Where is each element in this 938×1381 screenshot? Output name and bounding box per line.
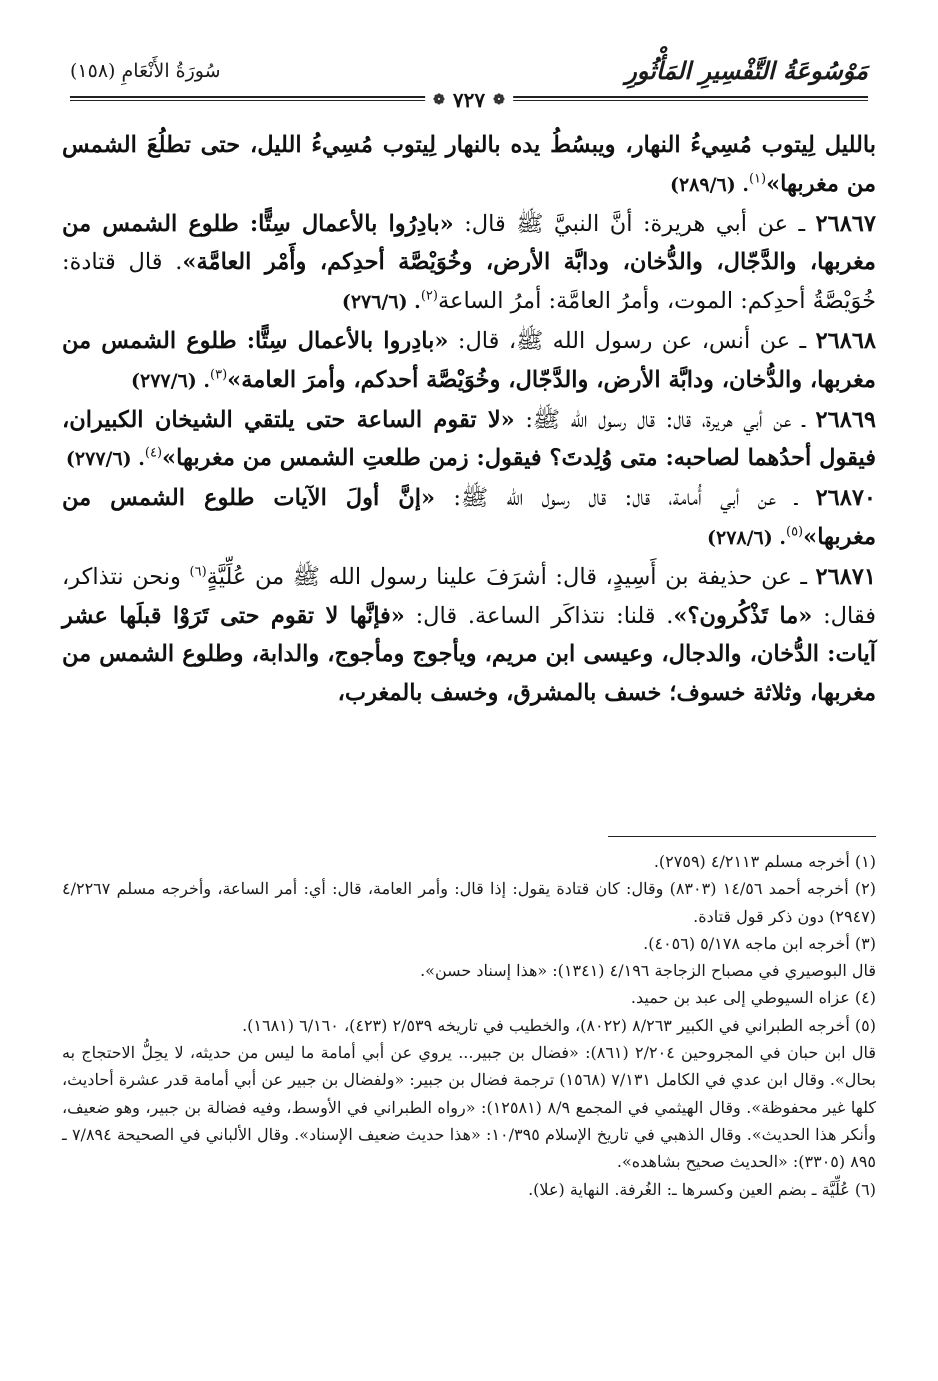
hadith-number: ٢٦٨٦٩ (815, 406, 876, 433)
volume-ref: . (٢٧٨/٦) (706, 526, 786, 549)
hadith-text: «لا تقوم الساعة حتى يلتقي الشيخان الكبيران، فيقول أحدُهما لصاحبه: متى وُلِدتَ؟ فيقول: زمن طلعتِ الشمس من مغربها» (62, 406, 876, 472)
volume-ref: . (٢٧٧/٦) (131, 369, 211, 392)
footnote-marker: (١) (748, 171, 767, 187)
volume-ref: . (٢٧٦/٦) (341, 291, 421, 314)
isnad: ـ عن حذيفة بن أَسِيدٍ، قال: أشرَفَ علينا رسول الله ﷺ من عُلِّيَّةٍ (206, 563, 816, 590)
page-number-box (425, 88, 513, 112)
footnote: (٥) أخرجه الطبراني في الكبير ٨/٢٦٣ (٨٠٢٢)، والخطيب في تاريخه ٢/٥٣٩ (٤٢٣)، ٦/١٦٠ (١٦٨١). (242, 1015, 876, 1035)
footnote: قال ابن حبان في المجروحين ٢/٢٠٤ (٨٦١): «فضال بن جبير... يروي عن أبي أمامة ما ليس من حديثه، لا يحِلُّ الاحتجاج به بحال». وقال ابن عدي في الكامل ٧/١٣١ (١٥٦٨) ترجمة فضال بن جبير: «ولفضال بن جبير عن أبي أمامة قدر عشرة أحاديث، كلها غير محفوظة». وقال الهيثمي في المجمع ٨/٩ (١٢٥٨١): «رواه الطبراني في الأوسط، وفيه فضالة بن جبير، وهو ضعيف، وأنكر هذا الحديث». وقال الذهبي في تاريخ الإسلام ١٠/٣٩٥: «هذا حديث ضعيف الإسناد». وقال الألباني في الصحيحة ٧/٨٩٤ ـ ٨٩٥ (٣٣٠٥): «الحديث صحيح بشاهده». (62, 1043, 877, 1172)
footnote: (٤) عزاه السيوطي إلى عبد بن حميد. (630, 988, 876, 1008)
hadith-number: ٢٦٨٧٠ (815, 485, 876, 512)
volume-ref: . (٢٨٩/٦) (669, 173, 749, 196)
hadith-text: «بادِروا بالأعمال سِتًّا: طلوع الشمس من مغربها، والدُّخان، ودابَّة الأرض، والدَّجّال، وخُوَيْصَّة أحدكم، وأمرَ العامة» (62, 327, 876, 393)
hadith-continuation (62, 126, 876, 205)
footnote-separator (608, 836, 876, 837)
hadith-26867 (62, 205, 876, 322)
isnad-continued: ونحن نتذاكر، فقال: (62, 563, 876, 629)
isnad: ـ عن أبي أُمامة، قال: قال رسول الله ﷺ: (435, 485, 816, 512)
footnotes (62, 848, 876, 1203)
main-text (62, 126, 876, 713)
footnote: (٢) أخرجه أحمد ١٤/٥٦ (٨٣٠٣) وقال: كان قتادة يقول: إذا قال: وأمر العامة، قال: أي: أمر الساعة، وأخرجه مسلم ٤/٢٢٦٧ (٢٩٤٧) دون ذكر قول قتادة. (62, 879, 876, 926)
hadith-number: ٢٦٨٧١ (815, 563, 876, 590)
hadith-text: «إنَّ أولَ الآيات طلوع الشمس من مغربها» (62, 485, 876, 550)
hadith-text: «فإنَّها لا تقوم حتى تَرَوْا قبلَها عشر آيات: الدُّخان، والدجال، وعيسى ابن مريم، ويأجوج ومأجوج، والدابة، وطلوع الشمس من مغربها، وثلاثة خسوف؛ خسف بالمشرق، وخسف بالمغرب، (62, 602, 876, 707)
isnad: ـ عن أبي هريرة، قال: قال رسول الله ﷺ: (514, 406, 816, 433)
footnote-marker: (٥) (785, 524, 804, 540)
isnad: ـ عن أبي هريرة: أنَّ النبيَّ ﷺ قال: (453, 210, 816, 237)
surah-reference (70, 60, 221, 82)
hadith-text: بالليل لِيتوب مُسِيءُ النهار، ويبسُطُ يده بالنهار لِيتوب مُسِيءُ الليل، حتى تطلُعَ الشمس من مغربها» (62, 132, 876, 197)
hadith-26871 (62, 558, 876, 713)
hadith-26870 (62, 479, 876, 558)
footnote: قال البوصيري في مصباح الزجاجة ٤/١٩٦ (١٣٤١): «هذا إسناد حسن». (420, 961, 876, 981)
hadith-26869 (62, 401, 876, 480)
footnote: (٦) عُلِّيَّة ـ بضم العين وكسرها ـ: الغُرفة. النهاية (علا). (528, 1179, 876, 1199)
ayah-number: (١٥٨) (70, 60, 116, 82)
page-number: ٧٢٧ (452, 88, 486, 112)
hadith-number: ٢٦٨٦٧ (815, 210, 876, 237)
footnote-marker: (٣) (210, 367, 228, 383)
footnote-marker: (٦) (189, 564, 207, 580)
footnote: (٣) أخرجه ابن ماجه ٥/١٧٨ (٤٠٥٦). (643, 933, 876, 953)
narration: . قلنا: نتذاكَر الساعة. قال: (404, 602, 674, 629)
hadith-26868 (62, 322, 876, 401)
ornament-icon: ❁ (433, 92, 445, 108)
page-header (70, 52, 868, 112)
ornament-icon: ❁ (493, 92, 505, 108)
hadith-number: ٢٦٨٦٨ (815, 327, 876, 354)
footnote-marker: (٢) (420, 288, 438, 304)
surah-name: سُورَةُ الأَنْعَامِ (121, 60, 221, 82)
commentary: . قال قتادة: خُوَيْصَّةُ أحدِكم: الموت، وأمرُ العامَّة: أمرُ الساعة (62, 249, 876, 315)
hadith-text: «بادِرُوا بالأعمال سِتًّا: طلوع الشمس من مغربها، والدَّجّال، والدُّخان، ودابَّة الأرض، وخُوَيْصَّة أحدِكم، وأَمْر العامَّة» (62, 210, 876, 276)
volume-ref: . (٢٧٧/٦) (65, 448, 145, 471)
book-title: مَوْسُوعَةُ التَّفْسِيرِ المَأْثُورِ (625, 56, 868, 85)
footnote-marker: (٤) (144, 445, 163, 461)
hadith-text: «ما تَذْكُرون؟» (673, 602, 813, 629)
isnad: ـ عن أنس، عن رسول الله ﷺ، قال: (448, 327, 816, 354)
footnote: (١) أخرجه مسلم ٤/٢١١٣ (٢٧٥٩). (653, 852, 876, 871)
